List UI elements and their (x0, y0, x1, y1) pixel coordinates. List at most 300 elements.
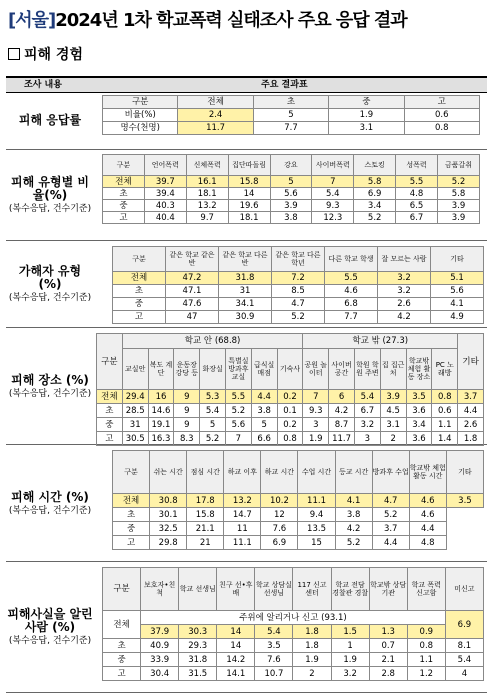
table-header-row (103, 96, 480, 109)
table-cell: 12 (261, 508, 298, 522)
table-cell: 4 (445, 667, 483, 681)
table-cell: 7 (303, 390, 329, 404)
row-header: 중 (103, 653, 141, 667)
table-header-row (113, 247, 484, 272)
table-cell: 1 (331, 639, 369, 653)
table-cell: 1.1 (432, 418, 458, 432)
table-row (113, 285, 484, 298)
row-label (6, 328, 94, 444)
table-cell: 33.9 (141, 653, 179, 667)
group-header-out: 학교 밖 (27.3) (303, 334, 458, 349)
table-cell: 5.6 (225, 418, 251, 432)
table-row (103, 200, 480, 212)
table-cell: 1.3 (369, 625, 407, 639)
table-row (113, 508, 484, 522)
table-cell: 4.8 (396, 188, 438, 200)
column-header: 기타 (431, 247, 484, 272)
column-header: 학교 폭력 신고함 (407, 568, 445, 611)
column-header: 초 (253, 96, 328, 109)
column-header: 전체 (178, 96, 253, 109)
table-cell: 16.1 (186, 176, 228, 188)
table-cell: 5.8 (354, 176, 396, 188)
row-header: 전체 (97, 390, 123, 404)
column-header: 친구 선•후배 (217, 568, 255, 611)
column-header: 구분 (103, 568, 141, 611)
row-victim-type (6, 150, 487, 241)
row-header: 전체 (113, 494, 150, 508)
column-header: 구분 (97, 334, 123, 390)
table-cell: 9.3 (303, 404, 329, 418)
table-cell: 2.6 (458, 418, 484, 432)
table-cell: 4.4 (458, 404, 484, 418)
table-cell: 1.8 (293, 625, 331, 639)
table-cell: 0.9 (407, 625, 445, 639)
row-label (6, 91, 94, 149)
table-cell: 2.1 (369, 653, 407, 667)
table-cell: 3 (354, 432, 380, 446)
table-cell: 13.2 (186, 200, 228, 212)
table-cell: 4.1 (335, 494, 372, 508)
row-header: 초 (103, 639, 141, 653)
column-header: 교실안 (122, 349, 148, 390)
column-header: 방과후 수업 (372, 451, 409, 494)
row-header: 고 (97, 432, 123, 446)
table-cell: 30.1 (150, 508, 187, 522)
table-cell: 5 (270, 176, 312, 188)
table-cell: 13.5 (298, 522, 335, 536)
table-cell: 4.8 (409, 536, 446, 550)
column-header: 사이버폭력 (312, 155, 354, 176)
table-cell: 8.5 (272, 285, 325, 298)
table-cell: 30.5 (122, 432, 148, 446)
column-header: 기숙사 (277, 349, 303, 390)
table-cell: 5.4 (312, 188, 354, 200)
table-cell: 2.6 (378, 298, 431, 311)
table-cell: 12.3 (312, 212, 354, 224)
column-header: 같은 학교 같은 반 (166, 247, 219, 272)
table-row (113, 522, 484, 536)
table-header-row (97, 349, 484, 390)
table-cell: 1.9 (331, 653, 369, 667)
table-group-row (97, 334, 484, 349)
table-cell: 5.2 (200, 432, 226, 446)
column-header: PC 노래방 (432, 349, 458, 390)
table-cell: 11.7 (178, 122, 253, 135)
table-cell: 4.7 (372, 494, 409, 508)
row-label-sub: (복수응답, 건수기준) (8, 505, 92, 516)
header-left: 조사 내용 (24, 80, 62, 90)
table-cell: 0.6 (404, 109, 479, 122)
table-cell: 3.1 (329, 122, 404, 135)
table-cell: 8.1 (445, 639, 483, 653)
table-cell: 7.6 (261, 522, 298, 536)
row-header: 초 (113, 285, 166, 298)
table-cell: 1.1 (407, 653, 445, 667)
column-header: 신체폭력 (186, 155, 228, 176)
victim-rate-table (102, 95, 480, 135)
table-cell: 5.5 (225, 390, 251, 404)
column-header: 수업 시간 (298, 451, 335, 494)
row-header: 고 (103, 667, 141, 681)
table-cell: 1.5 (331, 625, 369, 639)
reporting-table (102, 567, 484, 681)
table-cell: 1.9 (329, 109, 404, 122)
table-cell: 29.8 (150, 536, 187, 550)
table-cell: 5.2 (372, 508, 409, 522)
table-cell: 5.4 (255, 625, 293, 639)
column-header: 집단따돌림 (228, 155, 270, 176)
offender-type-table (112, 246, 484, 324)
title-region: [서울] (8, 10, 56, 31)
column-header: 특별실 방과후 교실 (225, 349, 251, 390)
table-cell: 3.2 (378, 285, 431, 298)
table-cell: 15 (298, 536, 335, 550)
table-cell: 3.9 (380, 390, 406, 404)
column-header: 화장실 (200, 349, 226, 390)
table-cell: 5.5 (325, 272, 378, 285)
table-cell: 30.9 (219, 311, 272, 324)
table-cell: 10.7 (255, 667, 293, 681)
table-row (103, 667, 484, 681)
column-header: 공원 놀이터 (303, 349, 329, 390)
row-header: 초 (103, 188, 145, 200)
table-cell: 3.5 (406, 390, 432, 404)
table-cell: 3.5 (255, 639, 293, 653)
row-header: 명수(천명) (103, 122, 178, 135)
row-header: 전체 (113, 272, 166, 285)
table-cell: 21.1 (187, 522, 224, 536)
table-group-row (103, 611, 484, 625)
table-cell: 47.6 (166, 298, 219, 311)
table-cell: 3.9 (270, 200, 312, 212)
table-cell: 3.8 (251, 404, 277, 418)
column-header: 구분 (113, 247, 166, 272)
group-header-in: 학교 안 (68.8) (122, 334, 303, 349)
table-row (97, 432, 484, 446)
row-header: 초 (113, 508, 150, 522)
table-cell: 0.2 (277, 418, 303, 432)
table-cell: 13.2 (224, 494, 261, 508)
table-cell: 5.5 (396, 176, 438, 188)
table-cell: 3 (303, 418, 329, 432)
column-header: 중 (329, 96, 404, 109)
table-cell: 5.3 (200, 390, 226, 404)
column-header: 같은 학교 다른 반 (219, 247, 272, 272)
section-heading (8, 44, 83, 64)
table-cell: 30.3 (179, 625, 217, 639)
table-cell: 16.3 (148, 432, 174, 446)
row-label-sub: (복수응답, 건수기준) (8, 293, 92, 303)
table-row (103, 109, 480, 122)
table-cell: 7.2 (272, 272, 325, 285)
table-cell: 2.8 (369, 667, 407, 681)
table-cell: 5.4 (445, 653, 483, 667)
column-header: 학교 선생님 (179, 568, 217, 611)
row-label (6, 445, 94, 561)
table-row (113, 298, 484, 311)
table-cell: 4.6 (409, 508, 446, 522)
header-right: 주요 결과표 (261, 80, 308, 90)
row-header: 고 (113, 311, 166, 324)
table-row (103, 122, 480, 135)
row-label-title: 가해자 유형 (%) (18, 264, 82, 291)
table-cell: 5.2 (335, 536, 372, 550)
column-header: 급식실 매점 (251, 349, 277, 390)
table-cell: 2.4 (178, 109, 253, 122)
column-header: 고 (404, 96, 479, 109)
row-place (6, 328, 487, 445)
square-bullet-icon (8, 48, 20, 60)
table-cell: 5.6 (270, 188, 312, 200)
table-cell: 0.2 (277, 390, 303, 404)
row-label-title: 피해 응답률 (18, 112, 82, 127)
table-row (103, 653, 484, 667)
table-cell: 4.2 (335, 522, 372, 536)
table-cell: 14 (217, 625, 255, 639)
table-row (97, 390, 484, 404)
table-cell: 3.6 (406, 432, 432, 446)
table-cell: 4.1 (431, 298, 484, 311)
row-header: 중 (113, 298, 166, 311)
section-title: 피해 경험 (24, 47, 83, 63)
table-row (103, 188, 480, 200)
table-row (113, 272, 484, 285)
row-header: 고 (103, 212, 145, 224)
table-cell: 10.2 (261, 494, 298, 508)
table-cell: 30.8 (150, 494, 187, 508)
table-row (103, 212, 480, 224)
table-cell: 11.1 (298, 494, 335, 508)
table-row (113, 494, 484, 508)
table-cell: 0.8 (432, 390, 458, 404)
table-cell: 6.5 (396, 200, 438, 212)
column-header: 하교 이후 (224, 451, 261, 494)
table-cell: 5.2 (272, 311, 325, 324)
table-cell: 5 (251, 418, 277, 432)
table-cell: 3.6 (406, 404, 432, 418)
table-cell: 31.8 (219, 272, 272, 285)
table-cell: 1.8 (458, 432, 484, 446)
table-cell: 0.7 (369, 639, 407, 653)
row-label-sub: (복수응답, 건수기준) (8, 204, 92, 214)
table-cell: 17.8 (187, 494, 224, 508)
table-cell: 30.4 (141, 667, 179, 681)
table-cell: 4.6 (409, 494, 446, 508)
table-cell: 1.4 (432, 432, 458, 446)
table-cell: 9.7 (186, 212, 228, 224)
table-cell: 18.1 (228, 212, 270, 224)
table-cell: 9 (174, 404, 200, 418)
table-cell: 29.4 (122, 390, 148, 404)
table-cell: 4.9 (431, 311, 484, 324)
title-text: 2024년 1차 학교폭력 실태조사 주요 응답 결과 (55, 10, 407, 31)
table-cell: 9 (174, 418, 200, 432)
row-reporting (6, 562, 487, 693)
table-cell: 31.8 (179, 653, 217, 667)
table-cell: 14.6 (148, 404, 174, 418)
column-header: 학교 전담 경찰관 경찰 (331, 568, 369, 611)
column-header: 구분 (103, 96, 178, 109)
table-cell: 3.2 (378, 272, 431, 285)
table-cell: 5.8 (438, 188, 480, 200)
column-header: 117 신고 센터 (293, 568, 331, 611)
table-row (103, 176, 480, 188)
table-cell: 0.6 (432, 404, 458, 418)
table-cell: 29.3 (179, 639, 217, 653)
table-header-row (103, 568, 484, 611)
column-header: 미신고 (445, 568, 483, 611)
table-cell: 0.1 (277, 404, 303, 418)
column-header: 등교 시간 (335, 451, 372, 494)
table-cell: 7 (225, 432, 251, 446)
table-cell: 14.1 (217, 667, 255, 681)
table-row (97, 418, 484, 432)
table-cell: 47 (166, 311, 219, 324)
row-header: 중 (97, 418, 123, 432)
table-cell: 3.2 (331, 667, 369, 681)
column-header: 사이버 공간 (329, 349, 355, 390)
table-cell: 40.4 (144, 212, 186, 224)
row-victim-rate (6, 91, 487, 150)
column-header: 집 집근처 (380, 349, 406, 390)
table-cell: 3.2 (354, 418, 380, 432)
row-label-title: 피해 시간 (%) (11, 489, 89, 504)
column-header: 잘 모르는 사람 (378, 247, 431, 272)
table-cell: 1.9 (303, 432, 329, 446)
column-header: 학교 상담실 선생님 (255, 568, 293, 611)
table-cell: 3.8 (270, 212, 312, 224)
place-table (96, 333, 484, 446)
column-header: 성폭력 (396, 155, 438, 176)
column-header: 학교밖 체험 활동 장소 (406, 349, 432, 390)
table-cell: 9 (174, 390, 200, 404)
table-cell: 1.9 (293, 653, 331, 667)
table-cell: 19.1 (148, 418, 174, 432)
table-cell: 5.2 (354, 212, 396, 224)
table-cell: 5 (200, 418, 226, 432)
victim-type-table (102, 154, 480, 224)
table-cell: 37.9 (141, 625, 179, 639)
table-row (103, 625, 484, 639)
table-cell: 3.9 (438, 212, 480, 224)
column-header: 복도 계단 (148, 349, 174, 390)
row-label-sub: (복수응답, 건수기준) (8, 388, 92, 399)
column-header: 강요 (270, 155, 312, 176)
table-cell: 34.1 (219, 298, 272, 311)
column-header: 학원 학원 주변 (354, 349, 380, 390)
row-time (6, 445, 487, 562)
column-header: 하교 시간 (261, 451, 298, 494)
table-cell: 5.4 (200, 404, 226, 418)
table-cell: 2 (380, 432, 406, 446)
table-cell: 1.2 (407, 667, 445, 681)
table-cell: 5.4 (354, 390, 380, 404)
row-label (6, 150, 94, 240)
column-header: 운동장 강당 등 (174, 349, 200, 390)
table-cell: 6.9 (261, 536, 298, 550)
table-cell: 4.4 (372, 536, 409, 550)
table-cell: 18.1 (186, 188, 228, 200)
table-cell: 21 (187, 536, 224, 550)
table-cell: 14.7 (224, 508, 261, 522)
page-title (8, 6, 407, 32)
table-cell: 28.5 (122, 404, 148, 418)
row-offender-type (6, 241, 487, 328)
table-cell: 7.7 (253, 122, 328, 135)
table-cell: 14 (228, 188, 270, 200)
table-cell: 7.7 (325, 311, 378, 324)
column-header: 학교밖 상담 기관 (369, 568, 407, 611)
table-cell: 3.7 (458, 390, 484, 404)
table-cell: 39.7 (144, 176, 186, 188)
row-label (6, 562, 94, 692)
table-cell: 3.1 (380, 418, 406, 432)
table-cell: 3.5 (446, 494, 483, 508)
row-header: 비율(%) (103, 109, 178, 122)
table-cell: 6.7 (396, 212, 438, 224)
table-cell: 6.7 (354, 404, 380, 418)
table-cell: 9.4 (298, 508, 335, 522)
table-cell: 2 (293, 667, 331, 681)
column-header: 기타 (458, 334, 484, 390)
table-cell: 19.6 (228, 200, 270, 212)
table-header-row (103, 155, 480, 176)
group-header: 주위에 알리거나 신고 (93.1) (141, 611, 446, 625)
column-header: 같은 학교 다른 학년 (272, 247, 325, 272)
row-label-title: 피해사실을 알린 사람 (%) (7, 607, 93, 634)
table-row (113, 311, 484, 324)
table-cell: 5.6 (431, 285, 484, 298)
table-cell: 5.2 (225, 404, 251, 418)
table-cell: 5.2 (438, 176, 480, 188)
column-header: 다른 학교 학생 (325, 247, 378, 272)
time-table (112, 450, 484, 550)
table-cell: 6 (329, 390, 355, 404)
table-cell: 40.3 (144, 200, 186, 212)
column-header: 점심 시간 (187, 451, 224, 494)
table-cell: 0.8 (404, 122, 479, 135)
table-cell: 0.8 (407, 639, 445, 653)
table-cell: 3.4 (354, 200, 396, 212)
row-label-title: 피해 유형별 비율(%) (11, 175, 89, 202)
column-header: 쉬는 시간 (150, 451, 187, 494)
table-cell: 6.9 (445, 611, 483, 639)
row-header: 중 (113, 522, 150, 536)
table-cell: 0.8 (277, 432, 303, 446)
column-header: 기타 (446, 451, 483, 494)
table-cell: 14 (217, 639, 255, 653)
row-header: 전체 (103, 176, 145, 188)
table-cell: 8.3 (174, 432, 200, 446)
column-header: 스토킹 (354, 155, 396, 176)
table-cell: 4.2 (329, 404, 355, 418)
table-row (103, 639, 484, 653)
table-cell: 14.2 (217, 653, 255, 667)
column-header: 구분 (113, 451, 150, 494)
table-cell: 8.7 (329, 418, 355, 432)
row-header: 전체 (103, 611, 141, 639)
table-cell: 31 (122, 418, 148, 432)
table-cell: 47.1 (166, 285, 219, 298)
row-header: 초 (97, 404, 123, 418)
column-header: 금품갈취 (438, 155, 480, 176)
column-header: 언어폭력 (144, 155, 186, 176)
table-cell: 4.4 (409, 522, 446, 536)
table-cell: 3.9 (438, 200, 480, 212)
table-cell: 15.8 (228, 176, 270, 188)
table-cell: 15.8 (187, 508, 224, 522)
row-label-sub: (복수응답, 건수기준) (8, 636, 92, 646)
